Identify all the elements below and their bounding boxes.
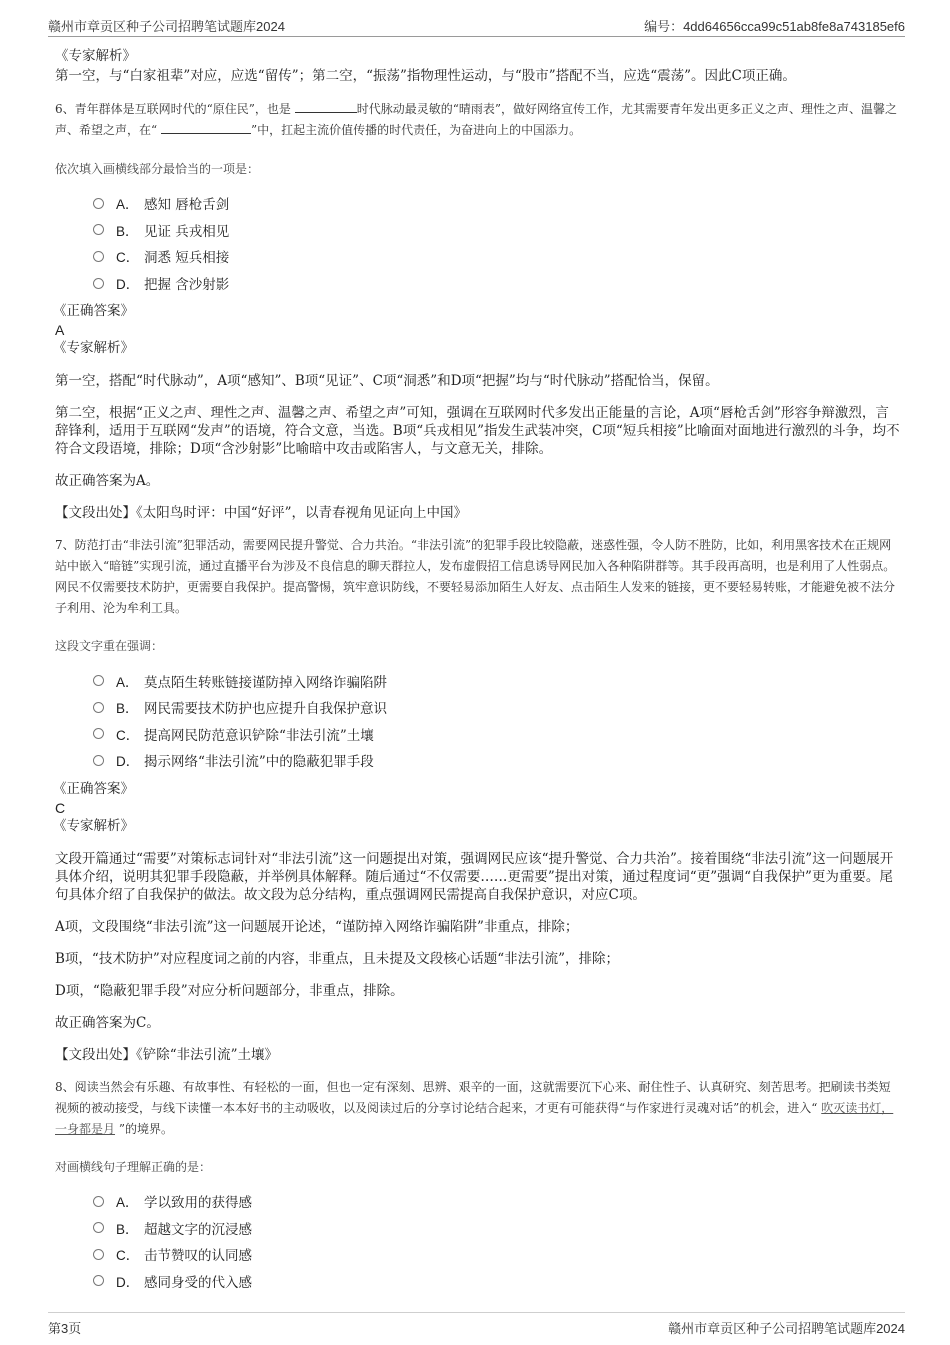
question-6-instruction: 依次填入画横线部分最恰当的一项是： <box>55 162 260 176</box>
expert-analysis-label: 《专家解析》 <box>53 340 134 357</box>
option-d[interactable]: D． 揭示网络“非法引流”中的隐蔽犯罪手段 <box>93 747 900 774</box>
option-c[interactable]: C． 提高网民防范意识铲除“非法引流”土壤 <box>93 721 900 748</box>
radio-icon[interactable] <box>93 198 104 209</box>
underlined-sentence: 吹灭读书灯，一身都是月 <box>55 1100 894 1136</box>
radio-icon[interactable] <box>93 675 104 686</box>
radio-icon[interactable] <box>93 702 104 713</box>
radio-icon[interactable] <box>93 1249 104 1260</box>
option-a[interactable]: A． 感知 唇枪舌剑 <box>93 190 900 217</box>
explanation-text: 文段开篇通过“需要”对策标志词针对“非法引流”这一问题提出对策，强调网民应该“提升警觉、合力共治”。接着围绕“非法引流”这一问题展开具体介绍，说明其犯罪手段隐蔽，并举例具体解释。随后通过“不仅需要……更需要”提出对策，通过程度词“更”强调“自我保护”更为重要。尾句具体介绍了自我保护的做法。故文段为总分结构，重点强调网民需提高自我保护意识，对应C项。 <box>55 850 894 903</box>
question-8-text: 8、阅读当然会有乐趣、有故事性、有轻松的一面，但也一定有深刻、思辨、艰辛的一面，这就需要沉下心来、耐住性子、认真研究、刻苦思考。把刷读书类短视频的被动接受，与线下读懂一本本好书的主动吸收，以及阅读过后的分享讨论结合起来，才更有可能获得“与作家进行灵魂对话”的机会，进入“ 吹灭读书灯，一身都是月 ”的境界。 <box>55 1079 894 1136</box>
fill-blank-1 <box>295 100 357 113</box>
option-c[interactable]: C． 击节赞叹的认同感 <box>93 1241 900 1268</box>
correct-answer: C <box>55 799 66 816</box>
option-c[interactable]: C． 洞悉 短兵相接 <box>93 243 900 270</box>
header-serial: 编号：4dd64656cca99c51ab8fe8a743185ef6 <box>644 19 905 34</box>
question-6-text: 6、青年群体是互联网时代的“原住民”，也是 时代脉动最灵敏的“晴雨表”，做好网络宣传工作，尤其需要青年发出更多正义之声、理性之声、温馨之声、希望之声，在“ ”中，扛起主流价值传播的时代责任，为奋进向上的中国添力。 <box>55 102 898 137</box>
explanation-text: 第二空，根据“正义之声、理性之声、温馨之声、希望之声”可知，强调在互联网时代多发出正能量的言论，A项“唇枪舌剑”形容争辩激烈，言辞锋利，适用于互联网“发声”的语境，符合文意，当选。B项“兵戎相见”指发生武装冲突，C项“短兵相接”比喻面对面地进行激烈的斗争，均不符合文段语境，排除；D项“含沙射影”比喻暗中攻击或陷害人，与文意无关，排除。 <box>55 405 900 458</box>
question-7-instruction: 这段文字重在强调： <box>55 639 164 654</box>
fill-blank-2 <box>161 121 251 134</box>
explanation-text: B项，“技术防护”对应程度词之前的内容，非重点，且未提及文段核心话题“非法引流”，排除； <box>55 950 620 967</box>
page-content <box>55 45 900 1294</box>
explanation-text: 故正确答案为C。 <box>55 1014 160 1031</box>
radio-icon[interactable] <box>93 728 104 739</box>
option-b[interactable]: B． 超越文字的沉浸感 <box>93 1214 900 1241</box>
explanation-text: A项，文段围绕“非法引流”这一问题展开论述，“谨防掉入网络诈骗陷阱”非重点，排除； <box>55 918 579 935</box>
explanation-text: 第一空，与“白家祖辈”对应，应选“留传”；第二空，“振荡”指物理性运动，与“股市”搭配不当，应选“震荡”。因此C项正确。 <box>55 68 796 84</box>
page-footer <box>48 1312 905 1335</box>
expert-analysis-label: 《专家解析》 <box>55 48 136 64</box>
header-title: 赣州市章贡区种子公司招聘笔试题库2024 <box>48 19 285 34</box>
question-8-instruction: 对画横线句子理解正确的是： <box>55 1159 212 1174</box>
question-6-options <box>55 190 900 296</box>
option-a[interactable]: A． 莫点陌生转账链接谨防掉入网络诈骗陷阱 <box>93 667 900 694</box>
expert-analysis-label: 《专家解析》 <box>53 817 134 834</box>
radio-icon[interactable] <box>93 1222 104 1233</box>
explanation-text: 第一空，搭配“时代脉动”，A项“感知”、B项“见证”、C项“洞悉”和D项“把握”均与“时代脉动”搭配恰当，保留。 <box>55 373 719 390</box>
option-d[interactable]: D． 把握 含沙射影 <box>93 270 900 297</box>
correct-answer-label: 《正确答案》 <box>53 303 134 320</box>
option-d[interactable]: D． 感同身受的代入感 <box>93 1268 900 1295</box>
source-citation: 【文段出处】《太阳鸟时评：中国“好评”，以青春视角见证向上中国》 <box>55 505 468 522</box>
question-7-text: 7、防范打击“非法引流”犯罪活动，需要网民提升警觉、合力共治。“非法引流”的犯罪手段比较隐蔽，迷惑性强，令人防不胜防，比如，利用黑客技术在正规网站中嵌入“暗链”实现引流，通过直播平台为涉及不良信息的聊天群拉人，发布虚假招工信息诱导网民加入各种陷阱群等。其手段再高明，也是利用了人性弱点。网民不仅需要技术防护，更需要自我保护。提高警惕，筑牢意识防线，不要轻易添加陌生人好友、点击陌生人发来的链接，更不要轻易转账，才能避免被不法分子利用、沦为牟利工具。 <box>55 538 896 616</box>
explanation-text: D项，“隐蔽犯罪手段”对应分析问题部分，非重点，排除。 <box>55 982 404 999</box>
page-header <box>48 14 905 37</box>
correct-answer-label: 《正确答案》 <box>53 780 134 797</box>
radio-icon[interactable] <box>93 224 104 235</box>
option-b[interactable]: B． 网民需要技术防护也应提升自我保护意识 <box>93 694 900 721</box>
radio-icon[interactable] <box>93 251 104 262</box>
option-b[interactable]: B． 见证 兵戎相见 <box>93 217 900 244</box>
footer-title: 赣州市章贡区种子公司招聘笔试题库2024 <box>668 1321 905 1336</box>
question-7-options <box>55 667 900 773</box>
source-citation: 【文段出处】《铲除“非法引流”土壤》 <box>55 1046 279 1063</box>
question-8-options <box>55 1188 900 1294</box>
radio-icon[interactable] <box>93 278 104 289</box>
radio-icon[interactable] <box>93 1196 104 1207</box>
radio-icon[interactable] <box>93 1275 104 1286</box>
explanation-text: 故正确答案为A。 <box>55 473 160 490</box>
page-number: 第3页 <box>48 1321 82 1336</box>
option-a[interactable]: A． 学以致用的获得感 <box>93 1188 900 1215</box>
correct-answer: A <box>55 322 65 339</box>
radio-icon[interactable] <box>93 755 104 766</box>
